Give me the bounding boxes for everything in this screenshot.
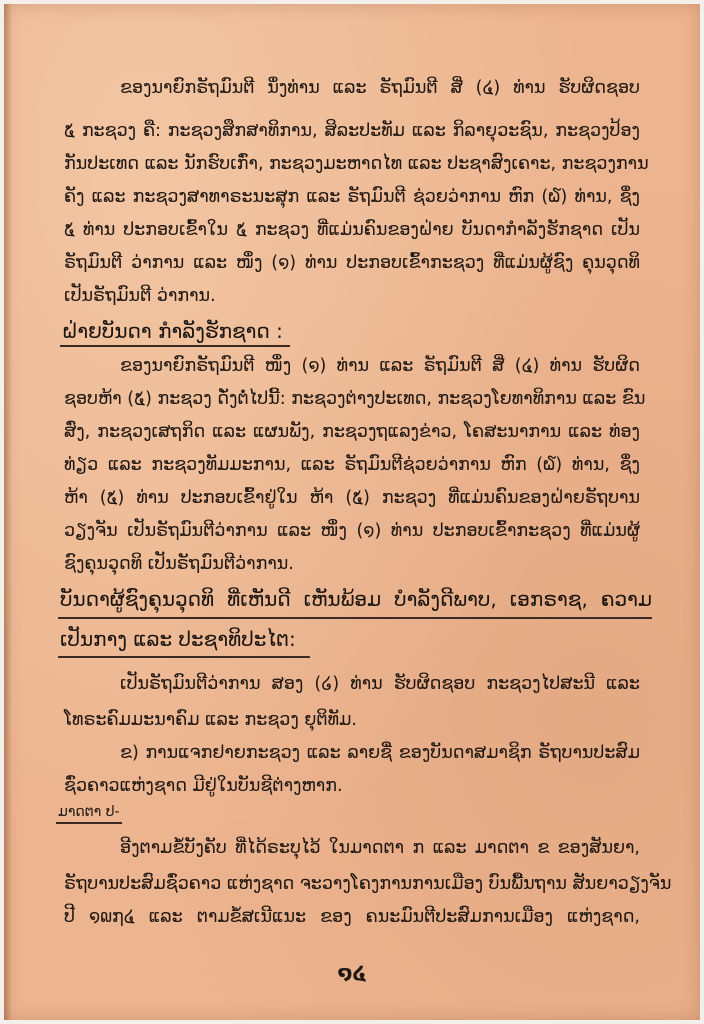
para1-line-3: ກັນປະເທດ ແລະ ນັກຮົບເກົ່າ, ກະຊວງມະຫາດໄທ ແລະ ປະຊາສົງເຄາະ, ກະຊວງການ xyxy=(64,154,649,174)
para4-line-2: ຊົ່ວຄາວແຫ່ງຊາດ ມີຢູ່ໃນບັນຊີຕ່າງຫາກ. xyxy=(64,776,343,796)
article-label-underline xyxy=(56,822,122,824)
para5-line-3: ປີ ໑໙໗໔ ແລະ ຕາມຂໍ້ສເນີແນະ ຂອງ ຄນະມົນຕີປະສົມການເມືອງ ແຫ່ງຊາດ, xyxy=(64,907,640,927)
document-page xyxy=(4,4,700,1020)
para1-line-1: ຂອງນາຍົກຣັຖມົນຕີ ນຶ່ງທ່ານ ແລະ ຣັຖມົນຕີ ສີ່ (໔) ທ່ານ ຮັບຜິດຊອບ xyxy=(120,78,640,98)
para2-line-1: ຂອງນາຍົກຣັຖມົນຕີ ໜຶ່ງ (໑) ທ່ານ ແລະ ຣັຖມົນຕີ ສີ່ (໔) ທ່ານ ຮັບຜິດ xyxy=(120,356,640,376)
para3-line-1: ເປັນຣັຖມົນຕີວ່າການ ສອງ (໒) ທ່ານ ຮັບຜິດຊອບ ກະຊວງໄປສະນີ ແລະ xyxy=(120,674,640,694)
section-heading-neutral-personalities-line-1: ບັນດາຜູ້ຊົງຄຸນວຸດທິ ທີ່ເຫັນດີ ເຫັນພ້ອມ ບຳລັງດີພາບ, ເອກຣາຊ, ຄວາມ xyxy=(60,587,652,611)
para5-line-2: ຣັຖບານປະສົມຊົ່ວຄາວ ແຫ່ງຊາດ ຈະວາງໂຄງການການເມືອງ ບົນພື້ນຖານ ສັນຍາວຽງຈັນ xyxy=(64,874,672,894)
section-heading-neutral-personalities-line-2: ເປັນກາງ ແລະ ປະຊາທິປະໄຕ: xyxy=(60,627,296,651)
article-label: ມາດຕາ ປ- xyxy=(58,804,120,820)
para2-line-2: ຊອບຫ້າ (໕) ກະຊວງ ດັ່ງຕໍ່ໄປນີ້: ກະຊວງຕ່າງປະເທດ, ກະຊວງໂຍທາທິການ ແລະ ຂົນ xyxy=(64,389,646,409)
para1-line-4: ຄັງ ແລະ ກະຊວງສາທາຣະນະສຸກ ແລະ ຣັຖມົນຕີ ຊ່ວຍວ່າການ ຫົກ (໖) ທ່ານ, ຊຶ່ງ xyxy=(64,187,640,207)
heading1-underline xyxy=(60,345,290,347)
page-number: ໑໔ xyxy=(337,962,367,984)
para2-line-6: ວຽງຈັນ ເປັນຣັຖມົນຕີວ່າການ ແລະ ໜຶ່ງ (໑) ທ່ານ ປະກອບເຂົ້າກະຊວງ ທີ່ແມ່ນຜູ້ xyxy=(64,521,640,541)
heading2-underline-2 xyxy=(58,656,310,658)
para2-line-4: ທ່ຽວ ແລະ ກະຊວງທັມມະການ, ແລະ ຣັຖມົນຕີຊ່ວຍວ່າການ ຫົກ (໖) ທ່ານ, ຊຶ່ງ xyxy=(64,455,640,475)
para2-line-3: ສົ່ງ, ກະຊວງເສຖກິດ ແລະ ແຜນພັງ, ກະຊວງຖແລງຂ່າວ, ໂຄສະນາການ ແລະ ທ່ອງ xyxy=(64,422,640,442)
para1-line-6: ຣັຖມົນຕີ ວ່າການ ແລະ ໜຶ່ງ (໑) ທ່ານ ປະກອບເຂົ້າກະຊວງ ທີ່ແມ່ນຜູ້ຊົງ ຄຸນວຸດທິ xyxy=(64,253,640,273)
para1-line-7: ເປັນຣັຖມົນຕີ ວ່າການ. xyxy=(64,286,216,306)
para1-line-2: ໕ ກະຊວງ ຄື: ກະຊວງສຶກສາທິການ, ສິລະປະທັມ ແລະ ກິລາຍຸວະຊົນ, ກະຊວງປ້ອງ xyxy=(64,121,640,141)
para3-line-2: ໂທຣະຄົມມະນາຄົມ ແລະ ກະຊວງ ຍຸຕິທັມ. xyxy=(64,710,357,730)
para4-line-1: ຂ) ການແຈກຢາຍກະຊວງ ແລະ ລາຍຊື່ ຂອງບັນດາສມາຊິກ ຣັຖບານປະສົມ xyxy=(120,743,640,763)
para2-line-5: ຫ້າ (໕) ທ່ານ ປະກອບເຂົ້າຢູ່ໃນ ຫ້າ (໕) ກະຊວງ ທີ່ແມ່ນຄົນຂອງຝ່າຍຣັຖບານ xyxy=(64,488,640,508)
section-heading-patriotic-forces: ຝ່າຍບັນດາ ກຳລັງຮັກຊາດ : xyxy=(62,319,283,343)
para5-line-1: ອີງຕາມຂໍ້ບັງຄັບ ທີ່ໄດ້ຣະບຸໄວ້ ໃນມາດຕາ ກ ແລະ ມາດຕາ ຂ ຂອງສັນຍາ, xyxy=(120,838,640,858)
para2-line-7: ຊົງຄຸນວຸດທິ ເປັນຣັຖມົນຕີວ່າການ. xyxy=(64,554,294,574)
heading2-underline-1 xyxy=(58,617,652,619)
page-spine-shadow xyxy=(4,4,12,1020)
para1-line-5: ໕ ທ່ານ ປະກອບເຂົ້າໃນ ໕ ກະຊວງ ທີ່ແມ່ນຄົນຂອງຝ່າຍ ບັນດາກຳລັງຮັກຊາດ ເປັນ xyxy=(64,220,640,240)
